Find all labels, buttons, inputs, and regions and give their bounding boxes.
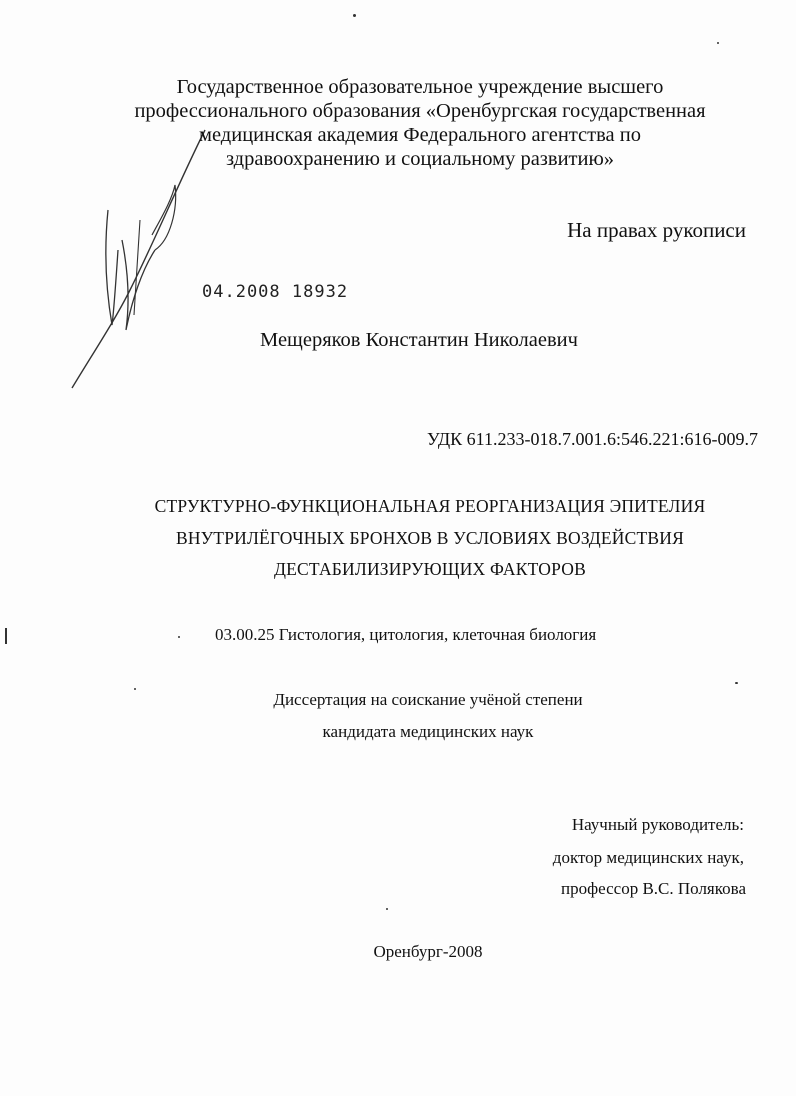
scan-speck [735,682,738,684]
institution-line-4: здравоохранению и социальному развитию» [225,148,615,170]
degree-line-1: Диссертация на соискание учёной степени [273,690,583,709]
scan-speck [178,636,180,638]
supervisor-degree: доктор медицинских наук, [552,848,744,867]
specialty-code: 03.00.25 Гистология, цитология, клеточная биология [215,625,597,644]
dissertation-title-line-3: ДЕСТАБИЛИЗИРУЮЩИХ ФАКТОРОВ [274,559,586,579]
city-year: Оренбург-2008 [373,942,483,961]
scan-speck [717,42,719,44]
manuscript-note: На правах рукописи [567,218,746,242]
institution-line-3: медицинская академия Федерального агентства по [199,124,641,146]
supervisor-name: профессор В.С. Полякова [561,879,746,898]
degree-line-2: кандидата медицинских наук [322,722,534,741]
supervisor-role: Научный руководитель: [571,815,744,834]
scan-speck [353,14,356,17]
author-name: Мещеряков Константин Николаевич [260,329,578,351]
dissertation-title-line-1: СТРУКТУРНО-ФУНКЦИОНАЛЬНАЯ РЕОРГАНИЗАЦИЯ ЭПИТЕЛИЯ [154,496,706,516]
institution-line-2: профессионального образования «Оренбургская государственная [134,100,706,122]
scan-speck [386,908,388,910]
library-stamp-number: 04.2008 18932 [202,282,349,302]
institution-line-1: Государственное образовательное учреждение высшего [176,76,664,98]
scan-mark [5,628,7,644]
udc-code: УДК 611.233-018.7.001.6:546.221:616-009.7 [426,429,758,449]
dissertation-title-line-2: ВНУТРИЛЁГОЧНЫХ БРОНХОВ В УСЛОВИЯХ ВОЗДЕЙСТВИЯ [176,528,684,548]
